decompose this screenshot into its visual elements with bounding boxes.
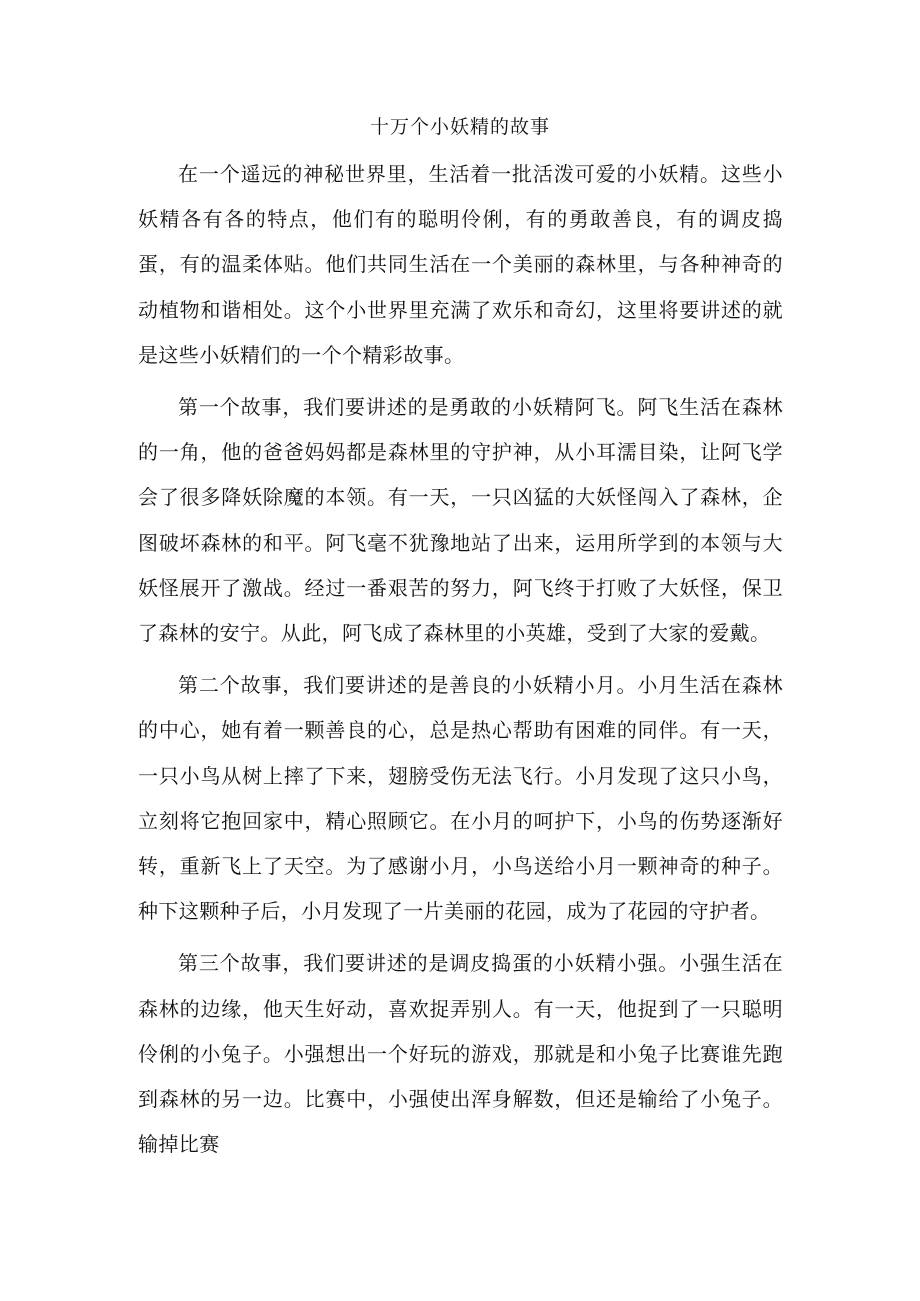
paragraph-story-one: 第一个故事，我们要讲述的是勇敢的小妖精阿飞。阿飞生活在森林的一角，他的爸爸妈妈都是森林里的守护神，从小耳濡目染，让阿飞学会了很多降妖除魔的本领。有一天，一只凶猛的大妖怪闯入了森林，企图破坏森林的和平。阿飞毫不犹豫地站了出来，运用所学到的本领与大妖怪展开了激战。经过一番艰苦的努力，阿飞终于打败了大妖怪，保卫了森林的安宁。从此，阿飞成了森林里的小英雄，受到了大家的爱戴。 <box>138 395 783 646</box>
document-title: 十万个小妖精的故事 <box>369 116 550 138</box>
paragraph-story-two: 第二个故事，我们要讲述的是善良的小妖精小月。小月生活在森林的中心，她有着一颗善良的心，总是热心帮助有困难的同伴。有一天，一只小鸟从树上摔了下来，翅膀受伤无法飞行。小月发现了这只小鸟，立刻将它抱回家中，精心照顾它。在小月的呵护下，小鸟的伤势逐渐好转，重新飞上了天空。为了感谢小月，小鸟送给小月一颗神奇的种子。种下这颗种子后，小月发现了一片美丽的花园，成为了花园的守护者。 <box>138 673 783 924</box>
paragraph-story-three: 第三个故事，我们要讲述的是调皮捣蛋的小妖精小强。小强生活在森林的边缘，他天生好动，喜欢捉弄别人。有一天，他捉到了一只聪明伶俐的小兔子。小强想出一个好玩的游戏，那就是和小兔子比赛谁先跑到森林的另一边。比赛中，小强使出浑身解数，但还是输给了小兔子。输掉比赛 <box>138 951 783 1157</box>
paragraph-intro: 在一个遥远的神秘世界里，生活着一批活泼可爱的小妖精。这些小妖精各有各的特点，他们有的聪明伶俐，有的勇敢善良，有的调皮捣蛋，有的温柔体贴。他们共同生活在一个美丽的森林里，与各种神奇的动植物和谐相处。这个小世界里充满了欢乐和奇幻，这里将要讲述的就是这些小妖精们的一个个精彩故事。 <box>138 162 783 367</box>
document-body <box>138 152 783 1174</box>
